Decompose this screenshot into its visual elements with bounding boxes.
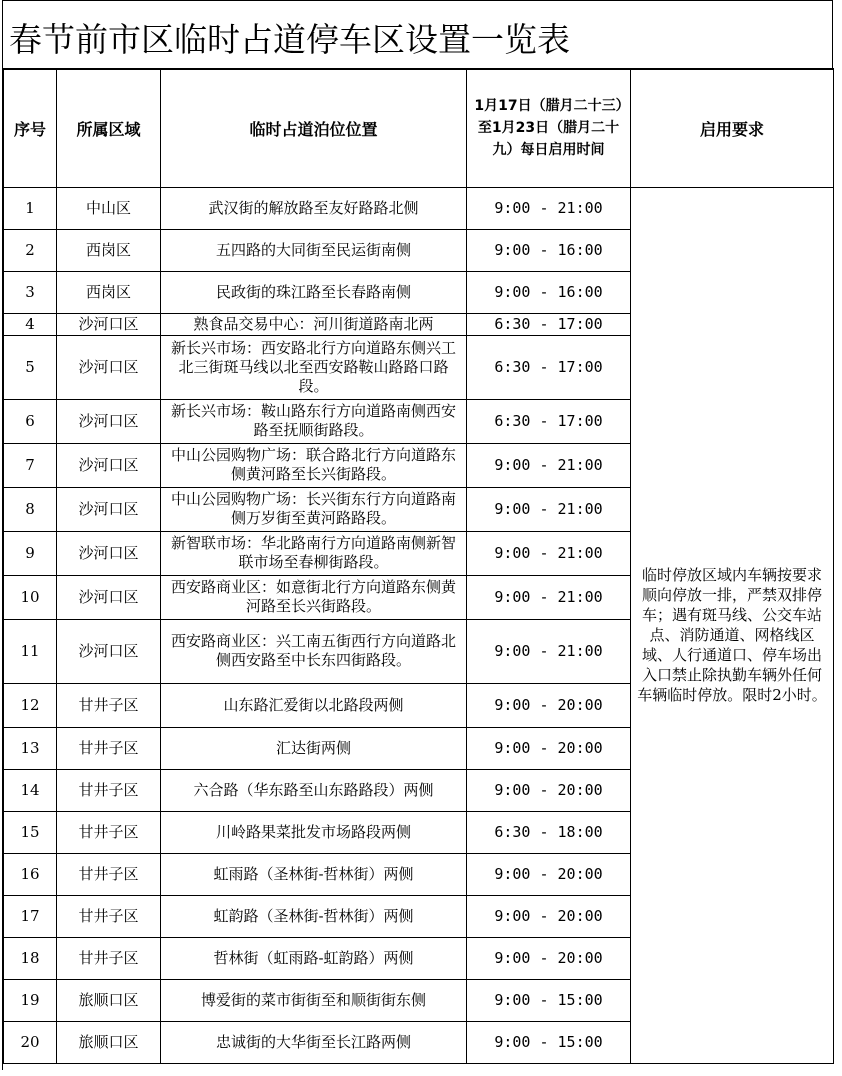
parking-table xyxy=(3,68,834,1064)
cell-seq: 2 xyxy=(4,229,57,271)
cell-seq: 10 xyxy=(4,575,57,619)
cell-district: 中山区 xyxy=(57,187,161,229)
cell-district: 旅顺口区 xyxy=(57,979,161,1021)
cell-district: 甘井子区 xyxy=(57,727,161,769)
cell-seq: 17 xyxy=(4,895,57,937)
sheet-title: 春节前市区临时占道停车区设置一览表 xyxy=(3,0,833,68)
cell-district: 沙河口区 xyxy=(57,335,161,399)
cell-time: 6:30 - 18:00 xyxy=(467,811,631,853)
cell-requirement: 临时停放区域内车辆按要求顺向停放一排，严禁双排停车；遇有斑马线、公交车站点、消防通道、网格线区域、人行通道口、停车场出入口禁止除执勤车辆外任何车辆临时停放。限时2小时。 xyxy=(631,187,834,1063)
cell-seq: 7 xyxy=(4,443,57,487)
header-location: 临时占道泊位位置 xyxy=(161,69,467,187)
cell-time: 9:00 - 16:00 xyxy=(467,229,631,271)
cell-seq: 13 xyxy=(4,727,57,769)
cell-seq: 9 xyxy=(4,531,57,575)
cell-location: 民政街的珠江路至长春路南侧 xyxy=(161,271,467,313)
header-seq: 序号 xyxy=(4,69,57,187)
header-row xyxy=(4,69,834,187)
cell-location: 西安路商业区：如意街北行方向道路东侧黄河路至长兴街路段。 xyxy=(161,575,467,619)
cell-seq: 8 xyxy=(4,487,57,531)
cell-seq: 16 xyxy=(4,853,57,895)
cell-time: 9:00 - 21:00 xyxy=(467,443,631,487)
cell-district: 沙河口区 xyxy=(57,531,161,575)
cell-time: 9:00 - 20:00 xyxy=(467,769,631,811)
cell-location: 虹雨路（圣林街-哲林街）两侧 xyxy=(161,853,467,895)
cell-district: 沙河口区 xyxy=(57,487,161,531)
header-district: 所属区域 xyxy=(57,69,161,187)
cell-seq: 1 xyxy=(4,187,57,229)
cell-time: 9:00 - 15:00 xyxy=(467,1021,631,1063)
cell-location: 新长兴市场：西安路北行方向道路东侧兴工北三街斑马线以北至西安路鞍山路路口路段。 xyxy=(161,335,467,399)
cell-district: 甘井子区 xyxy=(57,683,161,727)
cell-seq: 6 xyxy=(4,399,57,443)
cell-seq: 4 xyxy=(4,313,57,335)
cell-time: 9:00 - 21:00 xyxy=(467,575,631,619)
cell-seq: 15 xyxy=(4,811,57,853)
cell-location: 忠诚街的大华街至长江路两侧 xyxy=(161,1021,467,1063)
cell-location: 博爱街的菜市街街至和顺街街东侧 xyxy=(161,979,467,1021)
cell-location: 山东路汇爱街以北路段两侧 xyxy=(161,683,467,727)
cell-district: 西岗区 xyxy=(57,229,161,271)
cell-seq: 5 xyxy=(4,335,57,399)
cell-seq: 3 xyxy=(4,271,57,313)
cell-location: 中山公园购物广场：联合路北行方向道路东侧黄河路至长兴街路段。 xyxy=(161,443,467,487)
cell-district: 沙河口区 xyxy=(57,619,161,683)
cell-location: 熟食品交易中心：河川街道路南北两 xyxy=(161,313,467,335)
cell-time: 6:30 - 17:00 xyxy=(467,313,631,335)
header-requirement: 启用要求 xyxy=(631,69,834,187)
cell-time: 9:00 - 15:00 xyxy=(467,979,631,1021)
cell-location: 哲林街（虹雨路-虹韵路）两侧 xyxy=(161,937,467,979)
cell-seq: 19 xyxy=(4,979,57,1021)
cell-seq: 20 xyxy=(4,1021,57,1063)
cell-district: 沙河口区 xyxy=(57,399,161,443)
cell-location: 新智联市场：华北路南行方向道路南侧新智联市场至春柳街路段。 xyxy=(161,531,467,575)
cell-time: 9:00 - 20:00 xyxy=(467,853,631,895)
cell-district: 沙河口区 xyxy=(57,313,161,335)
cell-district: 甘井子区 xyxy=(57,853,161,895)
cell-district: 沙河口区 xyxy=(57,575,161,619)
cell-seq: 11 xyxy=(4,619,57,683)
spreadsheet-sheet xyxy=(2,0,833,1070)
cell-location: 汇达街两侧 xyxy=(161,727,467,769)
cell-time: 6:30 - 17:00 xyxy=(467,399,631,443)
cell-seq: 18 xyxy=(4,937,57,979)
cell-time: 9:00 - 20:00 xyxy=(467,727,631,769)
cell-location: 中山公园购物广场：长兴街东行方向道路南侧万岁街至黄河路路段。 xyxy=(161,487,467,531)
cell-time: 9:00 - 20:00 xyxy=(467,683,631,727)
cell-time: 9:00 - 21:00 xyxy=(467,619,631,683)
cell-district: 甘井子区 xyxy=(57,769,161,811)
cell-location: 虹韵路（圣林街-哲林街）两侧 xyxy=(161,895,467,937)
cell-district: 沙河口区 xyxy=(57,443,161,487)
cell-time: 9:00 - 21:00 xyxy=(467,531,631,575)
cell-district: 旅顺口区 xyxy=(57,1021,161,1063)
cell-time: 9:00 - 20:00 xyxy=(467,937,631,979)
table-row xyxy=(4,187,834,229)
cell-location: 六合路（华东路至山东路路段）两侧 xyxy=(161,769,467,811)
cell-location: 川岭路果菜批发市场路段两侧 xyxy=(161,811,467,853)
cell-district: 甘井子区 xyxy=(57,937,161,979)
cell-district: 西岗区 xyxy=(57,271,161,313)
cell-time: 9:00 - 20:00 xyxy=(467,895,631,937)
cell-seq: 14 xyxy=(4,769,57,811)
cell-location: 西安路商业区：兴工南五街西行方向道路北侧西安路至中长东四街路段。 xyxy=(161,619,467,683)
cell-time: 9:00 - 21:00 xyxy=(467,487,631,531)
cell-location: 五四路的大同街至民运街南侧 xyxy=(161,229,467,271)
cell-seq: 12 xyxy=(4,683,57,727)
header-time: 1月17日（腊月二十三）至1月23日（腊月二十九）每日启用时间 xyxy=(467,69,631,187)
cell-time: 6:30 - 17:00 xyxy=(467,335,631,399)
table-body xyxy=(4,187,834,1063)
cell-district: 甘井子区 xyxy=(57,895,161,937)
cell-location: 武汉街的解放路至友好路路北侧 xyxy=(161,187,467,229)
cell-location: 新长兴市场：鞍山路东行方向道路南侧西安路至抚顺街路段。 xyxy=(161,399,467,443)
cell-district: 甘井子区 xyxy=(57,811,161,853)
cell-time: 9:00 - 16:00 xyxy=(467,271,631,313)
cell-time: 9:00 - 21:00 xyxy=(467,187,631,229)
